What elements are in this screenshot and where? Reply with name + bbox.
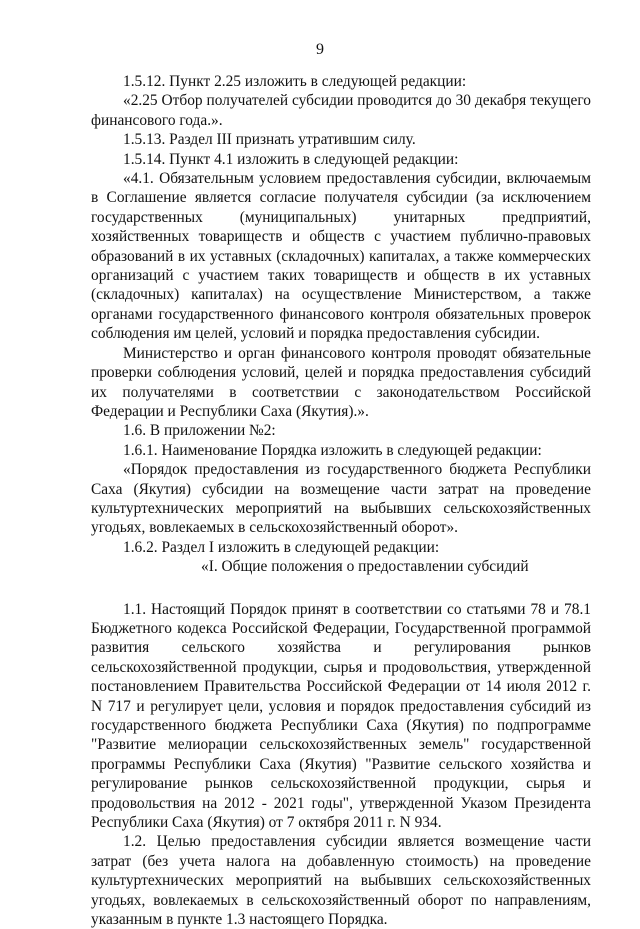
paragraph-1-5-13: 1.5.13. Раздел III признать утратившим силу. [123, 131, 416, 149]
section-heading: «I. Общие положения о предоставлении субсидий [201, 558, 529, 576]
paragraph-1-6: 1.6. В приложении №2: [123, 422, 276, 440]
paragraph-1-5-12: 1.5.12. Пункт 2.25 изложить в следующей редакции: [123, 73, 467, 90]
document-body [91, 72, 591, 929]
paragraph-1-5-14: 1.5.14. Пункт 4.1 изложить в следующей редакции: [123, 150, 459, 168]
paragraph-quote-2-25: «2.25 Отбор получателей субсидии проводится до 30 декабря текущего финансового года.». [91, 92, 591, 129]
paragraph-quote-4-1: «4.1. Обязательным условием предоставления субсидии, включаемым в Соглашение является согласие получателя субсидии (за исключением государственных (муниципальных) унитарных предприятий, хозяйственных товариществ и обществ с участием публично-правовых образований в их уставных (складочных) капиталах, а также коммерческих организаций с участием таких товариществ и обществ в их уставных (складочных) капиталах) на осуществление Министерством, а также органами государственного финансового контроля обязательных проверок соблюдения им целей, условий и порядка предоставления субсидии. [91, 170, 591, 343]
paragraph-1-6-2: 1.6.2. Раздел I изложить в следующей редакции: [123, 538, 440, 556]
paragraph-quote-procedure-name: «Порядок предоставления из государственного бюджета Республики Саха (Якутия) субсидии на возмещение части затрат на проведение культуртехнических мероприятий на выбывших сельскохозяйственных угодьях, вовлекаемых в сельскохозяйственный оборот». [91, 461, 591, 537]
page-number: 9 [316, 41, 324, 58]
paragraph-1-2: 1.2. Целью предоставления субсидии является возмещение части затрат (без учета налога на добавленную стоимость) на проведение культуртехнических мероприятий на выбывших сельскохозяйственных угодьях, вовлекаемых в сельскохозяйственный оборот по направлениям, указанным в пункте 1.3 настоящего Порядка. [91, 833, 591, 929]
paragraph-ministry-control: Министерство и орган финансового контроля проводят обязательные проверки соблюдения условий, целей и порядка предоставления субсидий их получателями в соответствии с законодательством Российской Федерации и Республики Саха (Якутия).». [91, 344, 591, 420]
section-spacer [91, 577, 591, 600]
paragraph-1-1: 1.1. Настоящий Порядок принят в соответствии со статьями 78 и 78.1 Бюджетного кодекса Российской Федерации, Государственной программой развития сельского хозяйства и регулирования рынков сельскохозяйственной продукции, сырья и продовольствия, утвержденной постановлением Правительства Российской Федерации от 14 июля 2012 г. N 717 и регулирует цели, условия и порядок предоставления субсидий из государственного бюджета Республики Саха (Якутия) по подпрограмме "Развитие мелиорации сельскохозяйственных земель" государственной программы Республики Саха (Якутия) "Развитие сельского хозяйства и регулирование рынков сельскохозяйственной продукции, сырья и продовольствия на 2012 - 2021 годы", утвержденной Указом Президента Республики Саха (Якутия) от 7 октября 2011 г. N 934. [91, 600, 591, 832]
paragraph-1-6-1: 1.6.1. Наименование Порядка изложить в следующей редакции: [123, 441, 542, 459]
